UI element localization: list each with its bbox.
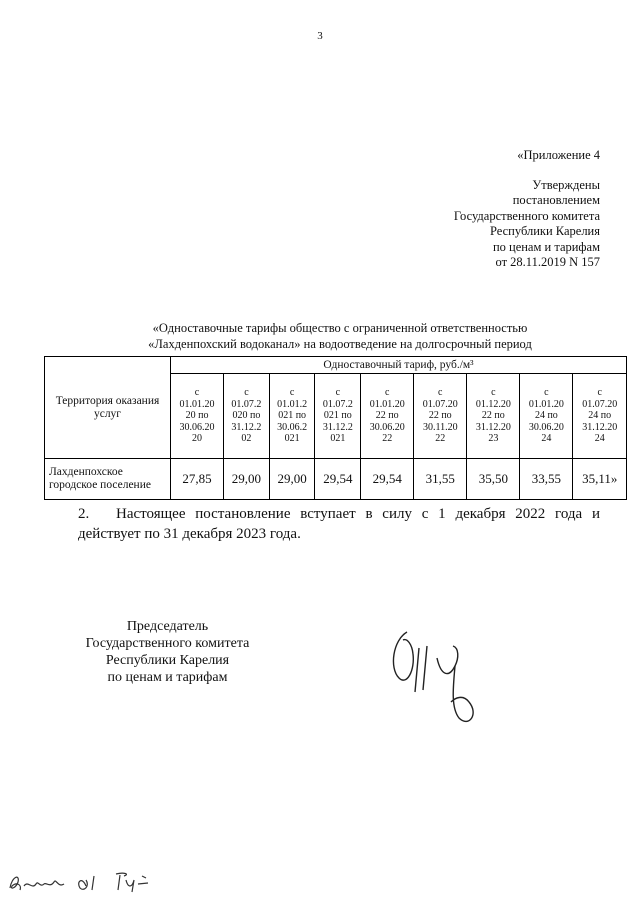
- tariff-column-header: Одноставочный тариф, руб./м³: [171, 357, 627, 374]
- period-line: 31.12.20: [582, 421, 618, 433]
- clause-number: 2.: [78, 506, 90, 522]
- period-line: 24: [541, 433, 552, 445]
- tariff-value-cell: 29,00: [224, 459, 270, 500]
- table-caption-line: «Лахденпохский водоканал» на водоотведение на долгосрочный период: [148, 337, 532, 351]
- period-line: 021: [330, 433, 346, 445]
- clause-text: Настоящее постановление вступает в силу с 1 декабря 2022 года и действует по 31 декабря 2023 года.: [78, 506, 600, 542]
- appendix-block: [454, 148, 600, 271]
- period-line: с: [384, 387, 390, 399]
- table-header-row: [45, 357, 627, 374]
- approval-line: Республики Карелия: [489, 224, 600, 238]
- period-header-cell: [520, 374, 573, 459]
- period-line: с: [244, 387, 249, 399]
- period-line: 23: [488, 433, 499, 445]
- period-line: с: [335, 387, 341, 399]
- period-line: с: [438, 387, 443, 399]
- period-line: 24 по: [534, 410, 558, 422]
- period-line: 01.07.2: [231, 398, 262, 410]
- signer-position-line: Председатель: [126, 619, 209, 634]
- period-header-cell: [414, 374, 467, 459]
- tariff-value-cell: 29,54: [315, 459, 361, 500]
- signer-position-line: Государственного комитета: [85, 636, 250, 651]
- period-line: с: [544, 387, 549, 399]
- period-line: 24: [594, 433, 605, 445]
- page-number: 3: [317, 30, 323, 42]
- period-header-cell: [269, 374, 315, 459]
- table-caption: [60, 320, 620, 352]
- tariff-table: [44, 356, 627, 500]
- period-line: 20: [192, 433, 203, 445]
- signer-position-line: по ценам и тарифам: [107, 670, 228, 685]
- period-line: 22 по: [481, 410, 505, 422]
- territory-column-header: Территория оказания услуг: [45, 357, 171, 459]
- period-line: 01.01.20: [369, 398, 405, 410]
- handwritten-note: [6, 866, 206, 898]
- period-line: 30.06.20: [179, 421, 215, 433]
- period-line: 31.12.2: [231, 421, 262, 433]
- period-line: 30.06.20: [528, 421, 564, 433]
- period-header-cell: [224, 374, 270, 459]
- appendix-title: «Приложение 4: [517, 148, 600, 162]
- period-line: с: [194, 387, 200, 399]
- period-line: 31.12.2: [322, 421, 353, 433]
- period-line: 02: [241, 433, 252, 445]
- period-header-cell: [361, 374, 414, 459]
- approval-line: Государственного комитета: [453, 208, 600, 223]
- signer-position: [75, 618, 260, 686]
- period-header-cell: [315, 374, 361, 459]
- period-line: 30.11.20: [422, 421, 458, 433]
- tariff-value-cell: 35,11»: [573, 459, 627, 500]
- period-line: 01.07.20: [422, 398, 458, 410]
- period-line: 22: [382, 433, 393, 445]
- approval-line: Утверждены: [532, 177, 600, 192]
- period-line: 24 по: [588, 410, 612, 422]
- signer-position-line: Республики Карелия: [105, 653, 230, 668]
- approval-line: от 28.11.2019 N 157: [495, 255, 600, 269]
- period-header-cell: [171, 374, 224, 459]
- tariff-value-cell: 33,55: [520, 459, 573, 500]
- period-line: с: [491, 387, 496, 399]
- period-line: с: [289, 387, 295, 399]
- period-line: 20 по: [185, 410, 209, 422]
- table-row: [45, 459, 627, 500]
- period-line: 020 по: [232, 410, 261, 422]
- tariff-value-cell: 35,50: [467, 459, 520, 500]
- period-line: 01.12.20: [475, 398, 511, 410]
- period-line: 021 по: [323, 410, 352, 422]
- approval-line: по ценам и тарифам: [492, 239, 600, 254]
- tariff-value-cell: 29,00: [269, 459, 315, 500]
- tariff-value-cell: 27,85: [171, 459, 224, 500]
- period-line: 01.01.2: [277, 398, 308, 410]
- tariff-value-cell: 31,55: [414, 459, 467, 500]
- clause-paragraph: [78, 504, 600, 544]
- period-line: с: [597, 387, 602, 399]
- period-line: 021 по: [278, 410, 307, 422]
- handwritten-signature: [385, 618, 485, 730]
- period-line: 01.01.20: [528, 398, 564, 410]
- period-line: 30.06.2: [277, 421, 308, 433]
- period-line: 22 по: [375, 410, 399, 422]
- tariff-value-cell: 29,54: [361, 459, 414, 500]
- period-line: 01.01.20: [179, 398, 215, 410]
- period-header-cell: [467, 374, 520, 459]
- approval-line: постановлением: [512, 193, 600, 207]
- period-line: 01.07.20: [582, 398, 618, 410]
- period-line: 22 по: [428, 410, 452, 422]
- period-header-cell: [573, 374, 627, 459]
- territory-cell: Лахденпохское городское поселение: [45, 459, 171, 500]
- period-line: 22: [435, 433, 446, 445]
- period-line: 021: [284, 433, 300, 445]
- period-line: 30.06.20: [369, 421, 405, 433]
- table-caption-line: «Одноставочные тарифы общество с ограниченной ответственностью: [152, 321, 528, 335]
- period-line: 01.07.2: [322, 398, 353, 410]
- period-line: 31.12.20: [475, 421, 511, 433]
